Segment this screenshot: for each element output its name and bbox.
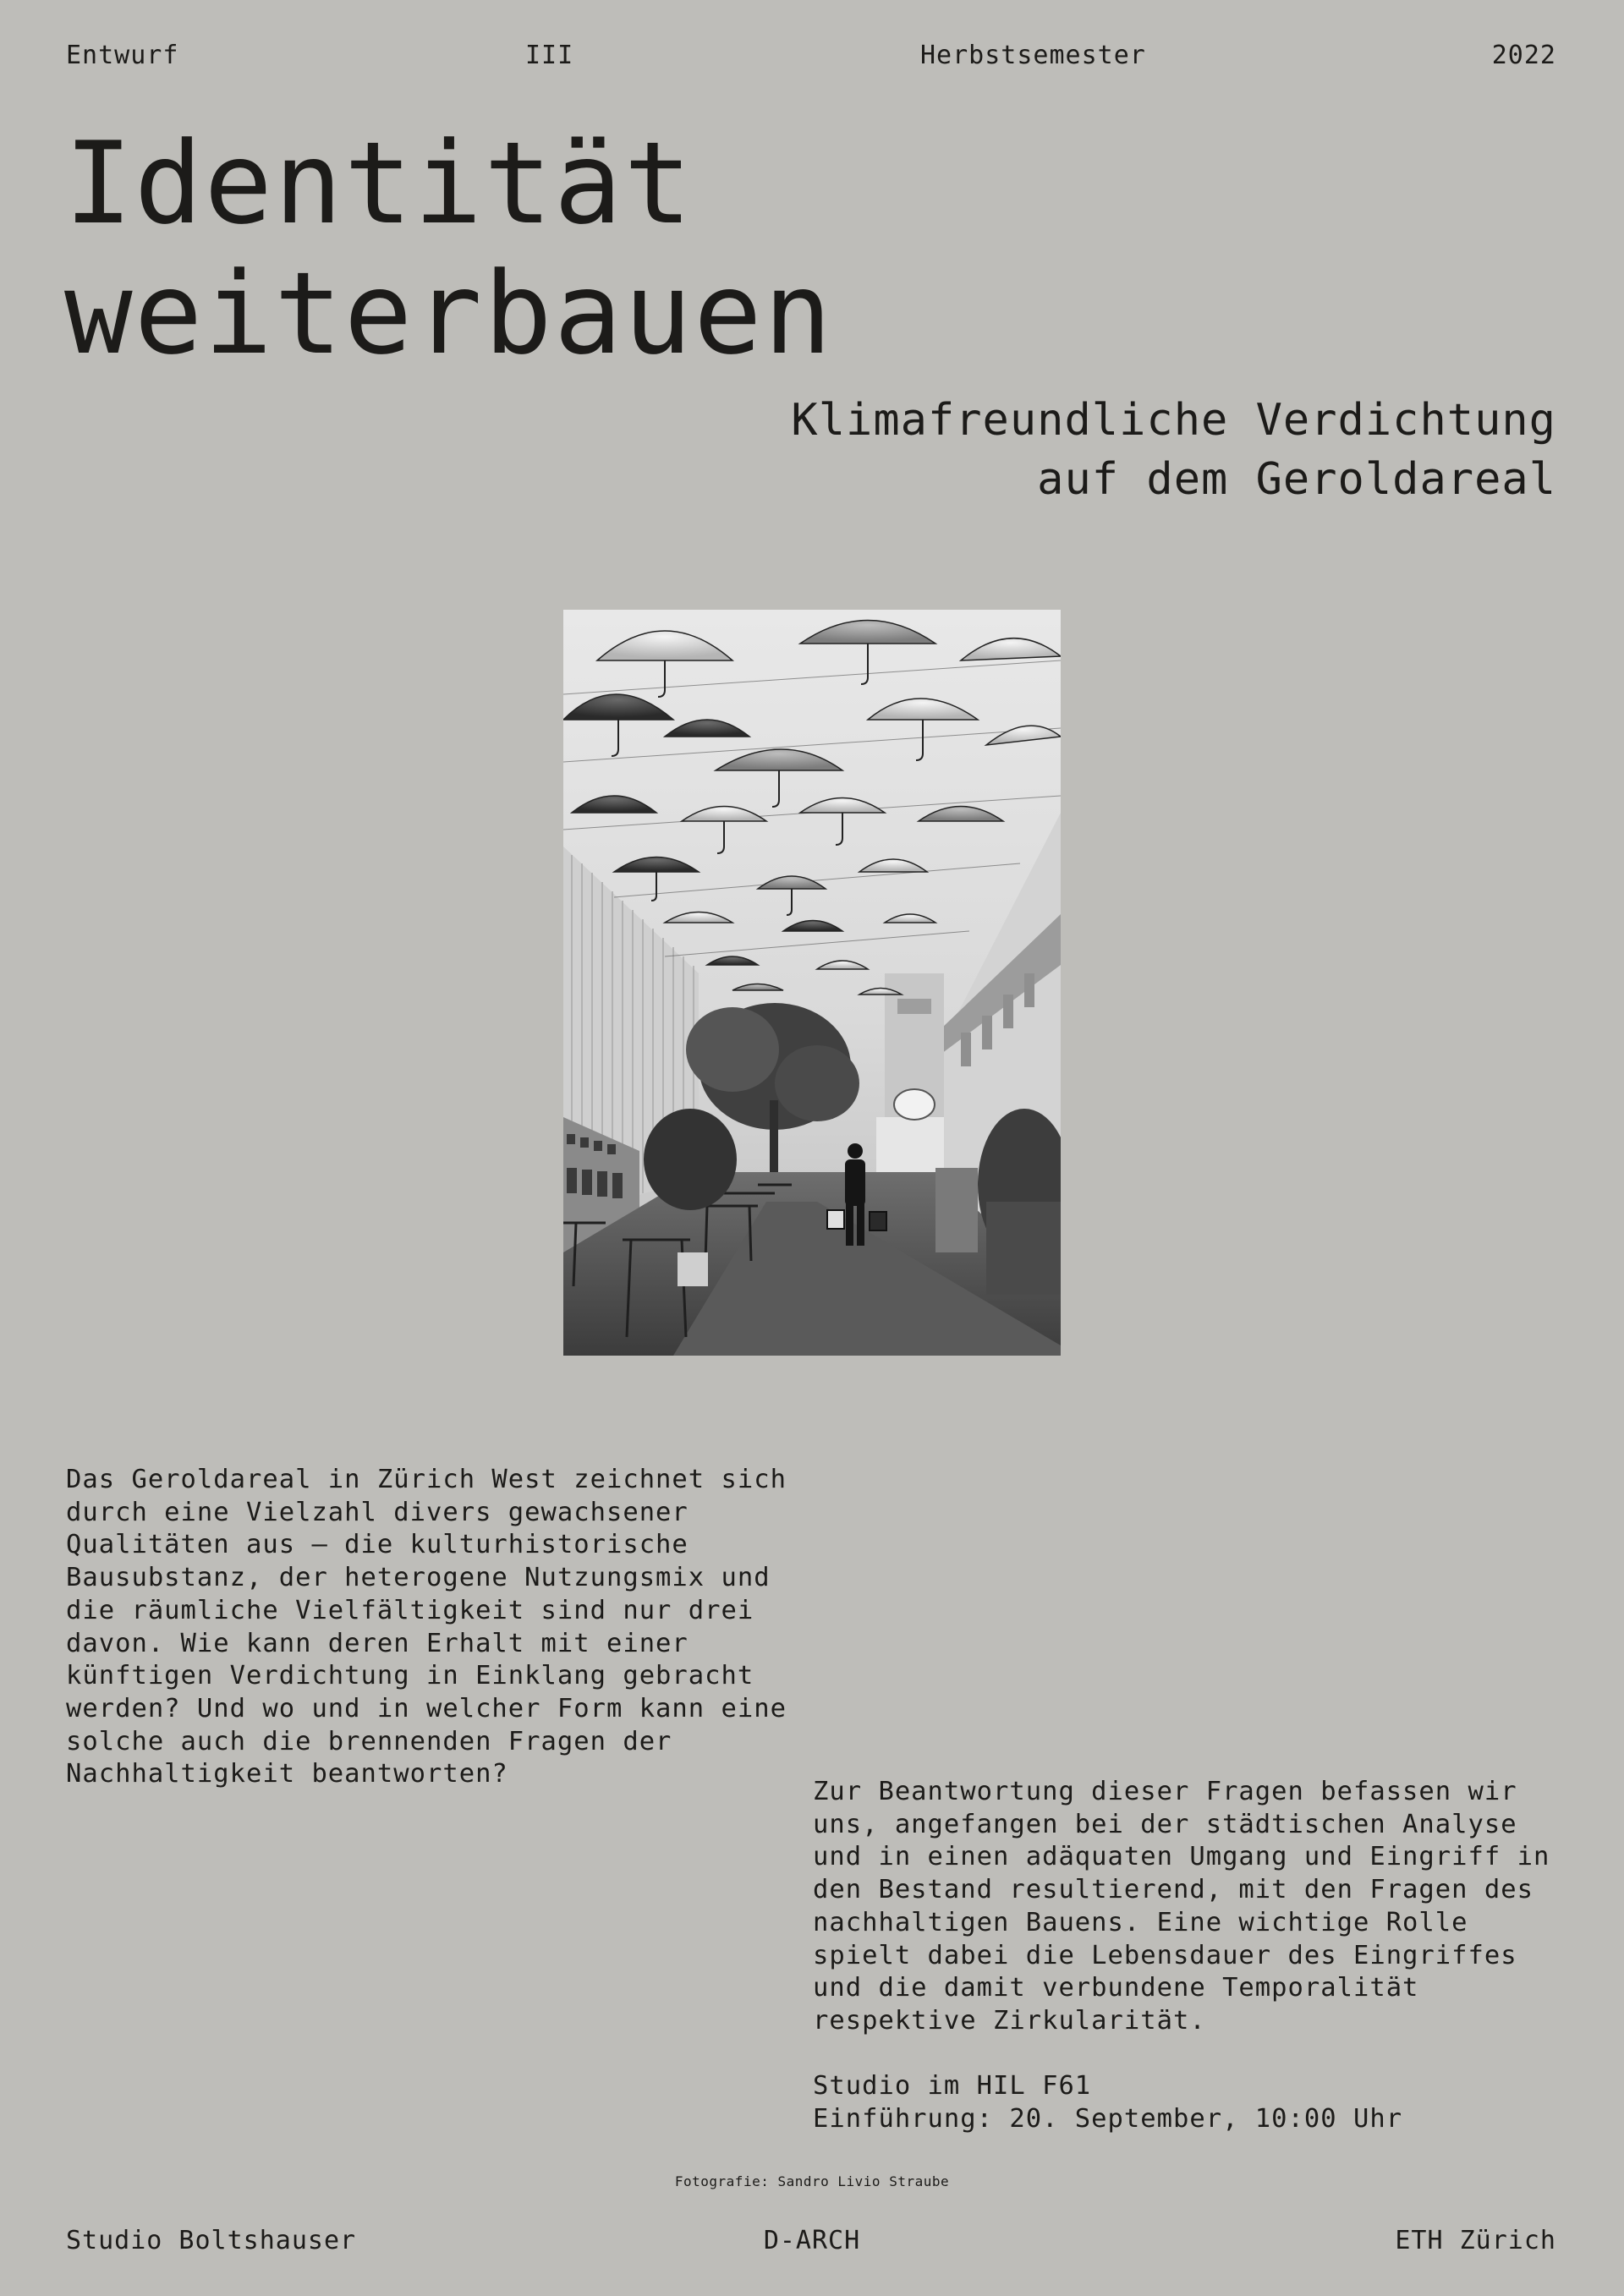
- approach-line: und in einen adäquaten Umgang und Eingriff in: [813, 1842, 1550, 1872]
- intro-line: werden? Und wo und in welcher Form kann eine: [66, 1693, 787, 1723]
- studio-info: [813, 2070, 1402, 2135]
- studio-intro-date: Einführung: 20. September, 10:00 Uhr: [813, 2103, 1403, 2134]
- approach-line: respektive Zirkularität.: [813, 2005, 1206, 2036]
- approach-line: uns, angefangen bei der städtischen Analyse: [813, 1809, 1517, 1839]
- umbrella-alley-photo: [563, 610, 1061, 1356]
- subtitle-line-1: Klimafreundliche Verdichtung: [791, 395, 1556, 446]
- title-line-2: weiterbauen: [64, 248, 834, 380]
- page-subtitle: [791, 391, 1556, 509]
- header-course-type: Entwurf: [66, 41, 179, 70]
- subtitle-line-2: auf dem Geroldareal: [1037, 454, 1556, 505]
- intro-line: Das Geroldareal in Zürich West zeichnet sich: [66, 1465, 787, 1494]
- approach-line: und die damit verbundene Temporalität: [813, 1973, 1419, 2003]
- page-title: [64, 118, 833, 379]
- approach-paragraph: [813, 1776, 1550, 2038]
- umbrella-alley-photo-icon: [563, 610, 1061, 1356]
- header-course-level: III: [525, 41, 574, 70]
- studio-location: Studio im HIL F61: [813, 2071, 1092, 2101]
- header-semester: Herbstsemester: [920, 41, 1146, 70]
- intro-line: davon. Wie kann deren Erhalt mit einer: [66, 1628, 689, 1658]
- title-line-1: Identität: [64, 118, 694, 249]
- footer-institution: ETH Zürich: [1395, 2226, 1556, 2255]
- photo-credit: Fotografie: Sandro Livio Straube: [674, 2173, 950, 2189]
- approach-line: nachhaltigen Bauens. Eine wichtige Rolle: [813, 1907, 1468, 1937]
- intro-line: Bausubstanz, der heterogene Nutzungsmix und: [66, 1563, 771, 1593]
- footer-studio: Studio Boltshauser: [66, 2226, 357, 2255]
- header-year: 2022: [1491, 41, 1556, 70]
- intro-line: künftigen Verdichtung in Einklang gebracht: [66, 1661, 754, 1691]
- intro-line: durch eine Vielzahl divers gewachsener: [66, 1497, 689, 1527]
- footer-department: D-ARCH: [763, 2226, 861, 2255]
- intro-line: Qualitäten aus – die kulturhistorische: [66, 1530, 689, 1560]
- intro-line: Nachhaltigkeit beantworten?: [66, 1759, 508, 1789]
- approach-line: spielt dabei die Lebensdauer des Eingriffes: [813, 1940, 1517, 1970]
- intro-line: solche auch die brennenden Fragen der: [66, 1726, 672, 1756]
- intro-paragraph: [66, 1464, 787, 1791]
- approach-line: Zur Beantwortung dieser Fragen befassen wir: [813, 1777, 1517, 1806]
- approach-line: den Bestand resultierend, mit den Fragen des: [813, 1875, 1533, 1905]
- intro-line: die räumliche Vielfältigkeit sind nur drei: [66, 1595, 754, 1625]
